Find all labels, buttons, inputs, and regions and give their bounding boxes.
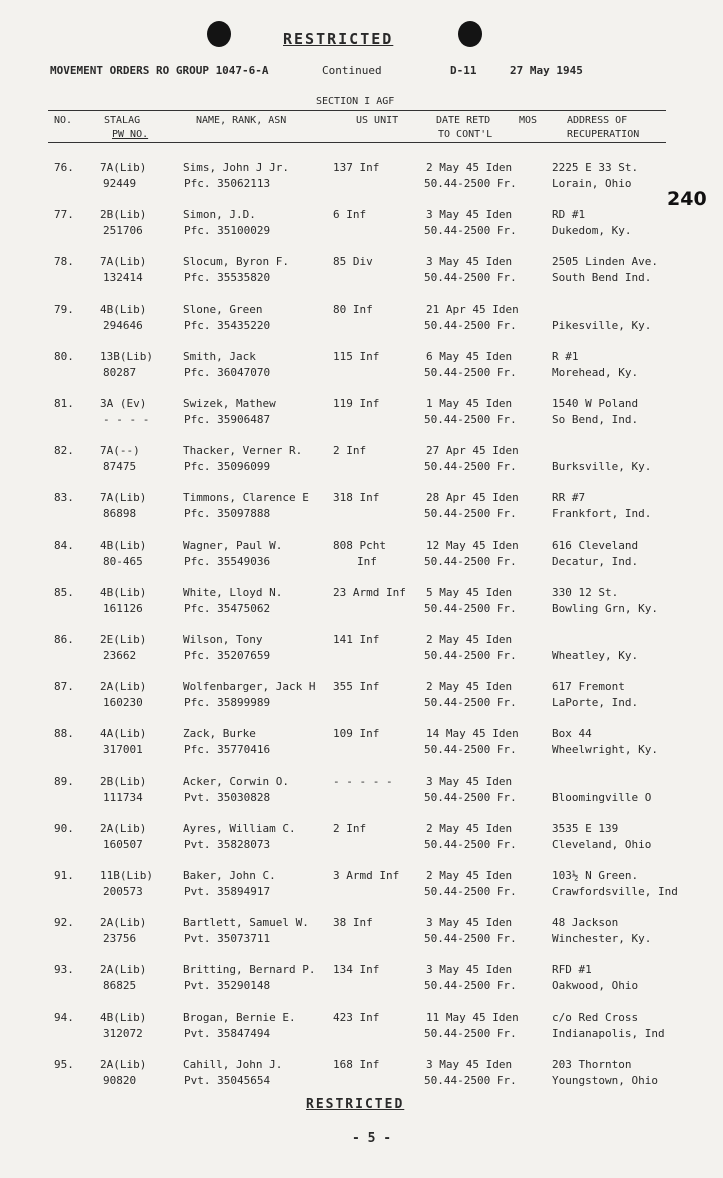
cell-pay-amount: 50.44-2500 Fr. [424,743,517,757]
cell-name: Thacker, Verner R. [183,444,303,458]
cell-rank-asn: Pvt. 35030828 [184,790,271,804]
table-row [0,726,723,774]
cell-city: Youngstown, Ohio [552,1073,658,1087]
header-rule-bottom [48,142,666,143]
cell-pay-amount: 50.44-2500 Fr. [424,507,517,521]
cell-rank-asn: Pvt. 35847494 [184,1026,271,1040]
cell-date-returned: 2 May 45 Iden [426,869,513,882]
cell-date-returned: 28 Apr 45 Iden [426,491,519,505]
cell-entry-number: 89. [54,774,74,788]
table-row [0,774,723,822]
cell-entry-number: 87. [54,680,74,694]
cell-date-returned: 2 May 45 Iden [426,821,513,835]
cell-city: Lorain, Ohio [552,177,632,190]
cell-entry-number: 82. [54,444,74,458]
cell-stalag: 2B(Lib) [100,774,147,788]
cell-address: 2225 E 33 St. [552,161,639,174]
table-row [0,443,723,491]
punch-hole-left [207,21,231,47]
cell-date-returned: 3 May 45 Iden [426,255,513,269]
table-row [0,207,723,255]
col-recuperation: RECUPERATION [567,129,640,140]
cell-pw-number: - - - - [103,413,150,426]
cell-entry-number: 81. [54,397,74,410]
cell-us-unit: 109 Inf [333,727,380,741]
cell-name: Ayres, William C. [183,821,296,835]
cell-rank-asn: Pvt. 35828073 [184,837,271,851]
col-to-contl: TO CONT'L [438,129,493,140]
cell-city: So Bend, Ind. [552,413,639,426]
cell-stalag: 3A (Ev) [100,397,147,410]
cell-date-returned: 12 May 45 Iden [426,538,519,552]
cell-stalag: 2E(Lib) [100,633,147,646]
cell-entry-number: 90. [54,821,74,835]
cell-city: Winchester, Ky. [552,932,652,946]
cell-rank-asn: Pfc. 35906487 [184,413,271,426]
cell-address: 617 Fremont [552,680,625,694]
cell-stalag: 4B(Lib) [100,585,147,599]
cell-name: Cahill, John J. [183,1057,283,1071]
cell-address: 203 Thornton [552,1057,632,1071]
cell-us-unit: 808 Pcht [333,538,386,552]
cell-stalag: 2A(Lib) [100,963,147,977]
cell-city: Wheelwright, Ky. [552,743,658,757]
punch-hole-right [458,21,482,47]
cell-pay-amount: 50.44-2500 Fr. [424,1026,517,1040]
cell-pay-amount: 50.44-2500 Fr. [424,932,517,946]
cell-name: Slocum, Byron F. [183,255,289,269]
cell-rank-asn: Pfc. 35096099 [184,460,271,474]
cell-date-returned: 3 May 45 Iden [426,1057,513,1071]
cell-stalag: 11B(Lib) [100,869,153,882]
cell-pw-number: 80-465 [103,554,143,568]
cell-us-unit: 2 Inf [333,821,367,835]
col-stalag: STALAG [104,115,141,126]
cell-us-unit: 85 Div [333,255,373,269]
cell-us-unit: - - - - - [333,774,393,788]
cell-rank-asn: Pvt. 35290148 [184,979,271,993]
cell-us-unit: 3 Armd Inf [333,869,400,882]
cell-rank-asn: Pfc. 35475062 [184,601,271,615]
table-row [0,585,723,633]
cell-name: Simon, J.D. [183,208,256,222]
cell-name: Sims, John J Jr. [183,161,289,174]
cell-city: LaPorte, Ind. [552,696,639,710]
cell-stalag: 4B(Lib) [100,302,147,316]
cell-rank-asn: Pvt. 35045654 [184,1073,271,1087]
table-row [0,490,723,538]
cell-city: Oakwood, Ohio [552,979,639,993]
cell-city: Indianapolis, Ind [552,1026,665,1040]
cell-rank-asn: Pvt. 35073711 [184,932,271,946]
cell-entry-number: 76. [54,161,74,174]
cell-address: 2505 Linden Ave. [552,255,658,269]
cell-city: Cleveland, Ohio [552,837,652,851]
cell-address: 616 Cleveland [552,538,639,552]
orders-title: MOVEMENT ORDERS RO GROUP 1047-6-A [50,64,269,77]
cell-stalag: 7A(Lib) [100,255,147,269]
cell-name: Slone, Green [183,302,263,316]
cell-pw-number: 251706 [103,224,143,238]
cell-us-unit: 6 Inf [333,208,367,222]
cell-pw-number: 111734 [103,790,143,804]
cell-name: Wolfenbarger, Jack H [183,680,316,694]
table-row [0,868,723,916]
cell-us-unit: 141 Inf [333,633,380,646]
section-label: SECTION I AGF [316,96,395,107]
cell-entry-number: 79. [54,302,74,316]
cell-pay-amount: 50.44-2500 Fr. [424,1073,517,1087]
cell-rank-asn: Pfc. 36047070 [184,365,271,379]
cell-address: Box 44 [552,727,592,741]
cell-entry-number: 80. [54,349,74,363]
cell-name: Wagner, Paul W. [183,538,283,552]
cell-us-unit: 23 Armd Inf [333,585,406,599]
cell-rank-asn: Pfc. 35100029 [184,224,271,238]
cell-date-returned: 27 Apr 45 Iden [426,444,519,458]
table-row [0,962,723,1010]
cell-date-returned: 3 May 45 Iden [426,774,513,788]
table-row [0,396,723,444]
cell-pw-number: 80287 [103,365,137,379]
cell-pay-amount: 50.44-2500 Fr. [424,413,517,426]
cell-pw-number: 160230 [103,696,143,710]
col-date-retd: DATE RETD [436,115,491,126]
cell-pay-amount: 50.44-2500 Fr. [424,837,517,851]
cell-rank-asn: Pfc. 35535820 [184,271,271,285]
cell-address: R #1 [552,349,579,363]
cell-us-unit: 318 Inf [333,491,380,505]
cell-address: 330 12 St. [552,585,619,599]
cell-pw-number: 87475 [103,460,137,474]
cell-date-returned: 2 May 45 Iden [426,633,513,646]
cell-us-unit: 355 Inf [333,680,380,694]
cell-name: Swizek, Mathew [183,397,276,410]
cell-entry-number: 93. [54,963,74,977]
cell-entry-number: 86. [54,633,74,646]
cell-date-returned: 2 May 45 Iden [426,680,513,694]
cell-date-returned: 21 Apr 45 Iden [426,302,519,316]
cell-city: Pikesville, Ky. [552,318,652,332]
cell-pay-amount: 50.44-2500 Fr. [424,460,517,474]
cell-entry-number: 92. [54,916,74,930]
cell-name: Bartlett, Samuel W. [183,916,309,930]
cell-name: Zack, Burke [183,727,256,741]
table-row [0,632,723,680]
cell-rank-asn: Pfc. 35062113 [184,177,271,190]
cell-name: Baker, John C. [183,869,276,882]
cell-entry-number: 84. [54,538,74,552]
cell-entry-number: 88. [54,727,74,741]
cell-date-returned: 14 May 45 Iden [426,727,519,741]
cell-name: Timmons, Clarence E [183,491,309,505]
cell-us-unit: 2 Inf [333,444,367,458]
cell-stalag: 7A(Lib) [100,161,147,174]
cell-rank-asn: Pfc. 35899989 [184,696,271,710]
col-address: ADDRESS OF [567,115,628,126]
cell-pay-amount: 50.44-2500 Fr. [424,177,517,190]
cell-pw-number: 312072 [103,1026,143,1040]
cell-pw-number: 90820 [103,1073,137,1087]
cell-stalag: 4B(Lib) [100,538,147,552]
cell-pay-amount: 50.44-2500 Fr. [424,885,517,898]
cell-name: Britting, Bernard P. [183,963,316,977]
cell-city: Morehead, Ky. [552,365,639,379]
cell-rank-asn: Pfc. 35207659 [184,649,271,662]
table-row [0,679,723,727]
cell-date-returned: 3 May 45 Iden [426,963,513,977]
cell-stalag: 4A(Lib) [100,727,147,741]
cell-date-returned: 5 May 45 Iden [426,585,513,599]
cell-name: Acker, Corwin O. [183,774,289,788]
cell-entry-number: 83. [54,491,74,505]
col-pw-no: PW NO. [112,129,149,140]
cell-address: RR #7 [552,491,586,505]
cell-city: South Bend Ind. [552,271,652,285]
cell-pw-number: 161126 [103,601,143,615]
cell-name: Smith, Jack [183,349,256,363]
cell-us-unit: 168 Inf [333,1057,380,1071]
cell-us-unit: 38 Inf [333,916,373,930]
cell-date-returned: 11 May 45 Iden [426,1010,519,1024]
cell-address: c/o Red Cross [552,1010,639,1024]
cell-pw-number: 86898 [103,507,137,521]
cell-pay-amount: 50.44-2500 Fr. [424,271,517,285]
cell-city: Dukedom, Ky. [552,224,632,238]
header-rule-top [48,110,666,111]
cell-pw-number: 92449 [103,177,137,190]
table-row [0,349,723,397]
cell-rank-asn: Pfc. 35097888 [184,507,271,521]
cell-rank-asn: Pvt. 35894917 [184,885,271,898]
cell-city: Frankfort, Ind. [552,507,652,521]
cell-pay-amount: 50.44-2500 Fr. [424,790,517,804]
cell-entry-number: 95. [54,1057,74,1071]
cell-date-returned: 2 May 45 Iden [426,161,513,174]
cell-date-returned: 1 May 45 Iden [426,397,513,410]
cell-stalag: 2A(Lib) [100,916,147,930]
cell-pay-amount: 50.44-2500 Fr. [424,649,517,662]
cell-pay-amount: 50.44-2500 Fr. [424,365,517,379]
handwritten-page-number: 240 [667,188,707,210]
cell-pay-amount: 50.44-2500 Fr. [424,318,517,332]
cell-entry-number: 85. [54,585,74,599]
cell-pw-number: 86825 [103,979,137,993]
restricted-stamp-bottom: RESTRICTED [306,1097,405,1112]
cell-entry-number: 91. [54,869,74,882]
table-row [0,254,723,302]
cell-name: Brogan, Bernie E. [183,1010,296,1024]
table-row [0,915,723,963]
cell-us-unit: 137 Inf [333,161,380,174]
cell-stalag: 2B(Lib) [100,208,147,222]
cell-address: 103½ N Green. [552,869,639,882]
continued-label: Continued [322,64,382,77]
cell-stalag: 2A(Lib) [100,1057,147,1071]
restricted-stamp-top: RESTRICTED [283,30,394,48]
cell-pay-amount: 50.44-2500 Fr. [424,224,517,238]
cell-city: Wheatley, Ky. [552,649,639,662]
cell-pw-number: 23756 [103,932,137,946]
table-row [0,302,723,350]
cell-city: Bloomingville O [552,790,652,804]
cell-address: 3535 E 139 [552,821,619,835]
cell-rank-asn: Pfc. 35770416 [184,743,271,757]
col-no: NO. [54,115,73,126]
document-number: D-11 [450,64,477,77]
table-row [0,160,723,208]
cell-stalag: 7A(--) [100,444,140,458]
cell-date-returned: 3 May 45 Iden [426,208,513,222]
cell-rank-asn: Pfc. 35435220 [184,318,271,332]
cell-stalag: 2A(Lib) [100,821,147,835]
cell-stalag: 13B(Lib) [100,349,153,363]
cell-us-unit: 134 Inf [333,963,380,977]
cell-us-unit: 80 Inf [333,302,373,316]
table-row [0,1010,723,1058]
cell-date-returned: 3 May 45 Iden [426,916,513,930]
table-row [0,538,723,586]
cell-pw-number: 200573 [103,885,143,898]
cell-name: Wilson, Tony [183,633,263,646]
cell-pay-amount: 50.44-2500 Fr. [424,601,517,615]
cell-city: Decatur, Ind. [552,554,639,568]
cell-us-unit: 119 Inf [333,397,380,410]
cell-address: 1540 W Poland [552,397,639,410]
table-row [0,821,723,869]
cell-pay-amount: 50.44-2500 Fr. [424,696,517,710]
col-name-rank: NAME, RANK, ASN [196,115,287,126]
cell-address: RD #1 [552,208,586,222]
cell-pay-amount: 50.44-2500 Fr. [424,979,517,993]
cell-address: 48 Jackson [552,916,619,930]
cell-date-returned: 6 May 45 Iden [426,349,513,363]
cell-rank-asn: Pfc. 35549036 [184,554,271,568]
cell-pw-number: 160507 [103,837,143,851]
cell-city: Burksville, Ky. [552,460,652,474]
col-mos: MOS [519,115,538,126]
cell-stalag: 2A(Lib) [100,680,147,694]
footer-page-number: - 5 - [352,1131,392,1146]
col-unit: US UNIT [356,115,399,126]
cell-pay-amount: 50.44-2500 Fr. [424,554,517,568]
cell-entry-number: 94. [54,1010,74,1024]
cell-name: White, Lloyd N. [183,585,283,599]
cell-entry-number: 78. [54,255,74,269]
cell-us-unit: 423 Inf [333,1010,380,1024]
cell-stalag: 4B(Lib) [100,1010,147,1024]
cell-pw-number: 132414 [103,271,143,285]
cell-us-unit-line2: Inf [357,554,377,568]
cell-address: RFD #1 [552,963,592,977]
cell-us-unit: 115 Inf [333,349,380,363]
cell-pw-number: 317001 [103,743,143,757]
cell-entry-number: 77. [54,208,74,222]
cell-city: Bowling Grn, Ky. [552,601,658,615]
document-date: 27 May 1945 [510,64,583,77]
cell-pw-number: 294646 [103,318,143,332]
cell-city: Crawfordsville, Ind [552,885,678,898]
cell-pw-number: 23662 [103,649,137,662]
cell-stalag: 7A(Lib) [100,491,147,505]
